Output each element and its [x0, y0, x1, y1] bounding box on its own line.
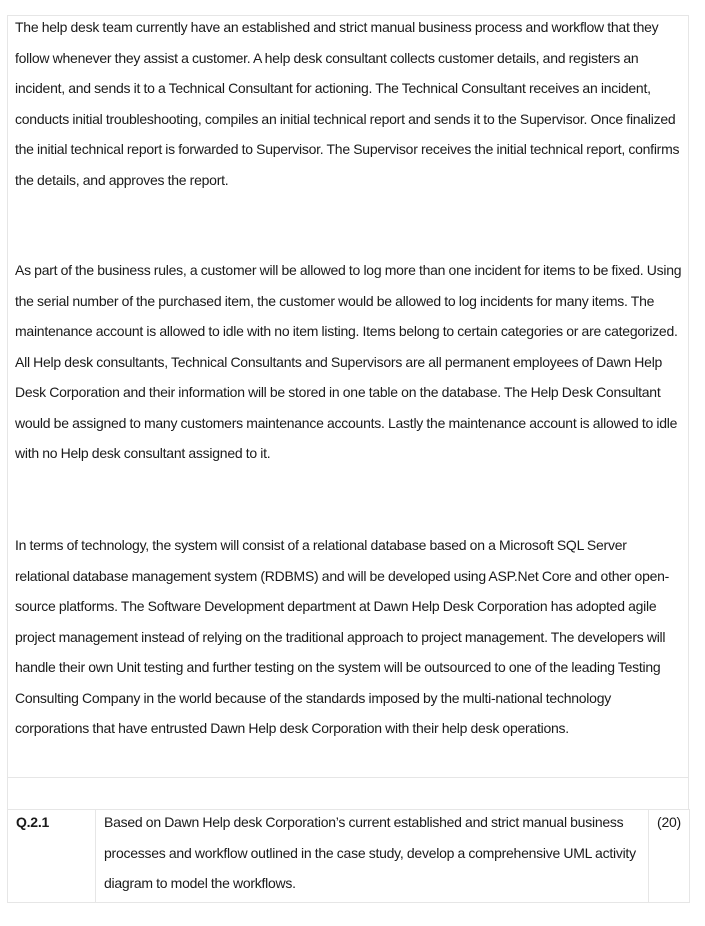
table-spacer-row: [7, 778, 689, 809]
question-number: Q.2.1: [16, 814, 49, 830]
question-row: [8, 810, 690, 903]
question-marks: (20): [657, 814, 681, 830]
question-marks-cell: [649, 810, 690, 903]
question-text: Based on Dawn Help desk Corporation’s current established and strict manual business processes and workflow outlined in the case study, develop a comprehensive UML activity diagram to model the workflows.: [104, 814, 636, 891]
case-study-paragraph-2: As part of the business rules, a customer will be allowed to log more than one incident for items to be fixed. Using the serial number of the purchased item, the customer would be allowed to log incidents for many items. The maintenance account is allowed to idle with no item listing. Items belong to certain categories or are categorized. All Help desk consultants, Technical Consultants and Supervisors are all permanent employees of Dawn Help Desk Corporation and their information will be stored in one table on the database. The Help Desk Consultant would be assigned to many customers maintenance accounts. Lastly the maintenance account is allowed to idle with no Help desk consultant assigned to it.: [15, 262, 682, 461]
case-study-paragraph-3: In terms of technology, the system will consist of a relational database based on a Microsoft SQL Server relational database management system (RDBMS) and will be developed using ASP.Net Core and other open-source platforms. The Software Development department at Dawn Help Desk Corporation has adopted agile project management instead of relying on the traditional approach to project management. The developers will handle their own Unit testing and further testing on the system will be outsourced to one of the leading Testing Consulting Company in the world because of the standards imposed by the multi-national technology corporations that have entrusted Dawn Help desk Corporation with their help desk operations.: [15, 537, 670, 736]
question-text-cell: [96, 810, 649, 903]
question-table: [7, 809, 690, 903]
case-study-paragraph-1: The help desk team currently have an established and strict manual business process and workflow that they follow whenever they assist a customer. A help desk consultant collects customer details, and registers an incident, and sends it to a Technical Consultant for actioning. The Technical Consultant receives an incident, conducts initial troubleshooting, compiles an initial technical report and sends it to the Supervisor. Once finalized the initial technical report is forwarded to Supervisor. The Supervisor receives the initial technical report, confirms the details, and approves the report.: [15, 19, 680, 188]
question-number-cell: [8, 810, 96, 903]
